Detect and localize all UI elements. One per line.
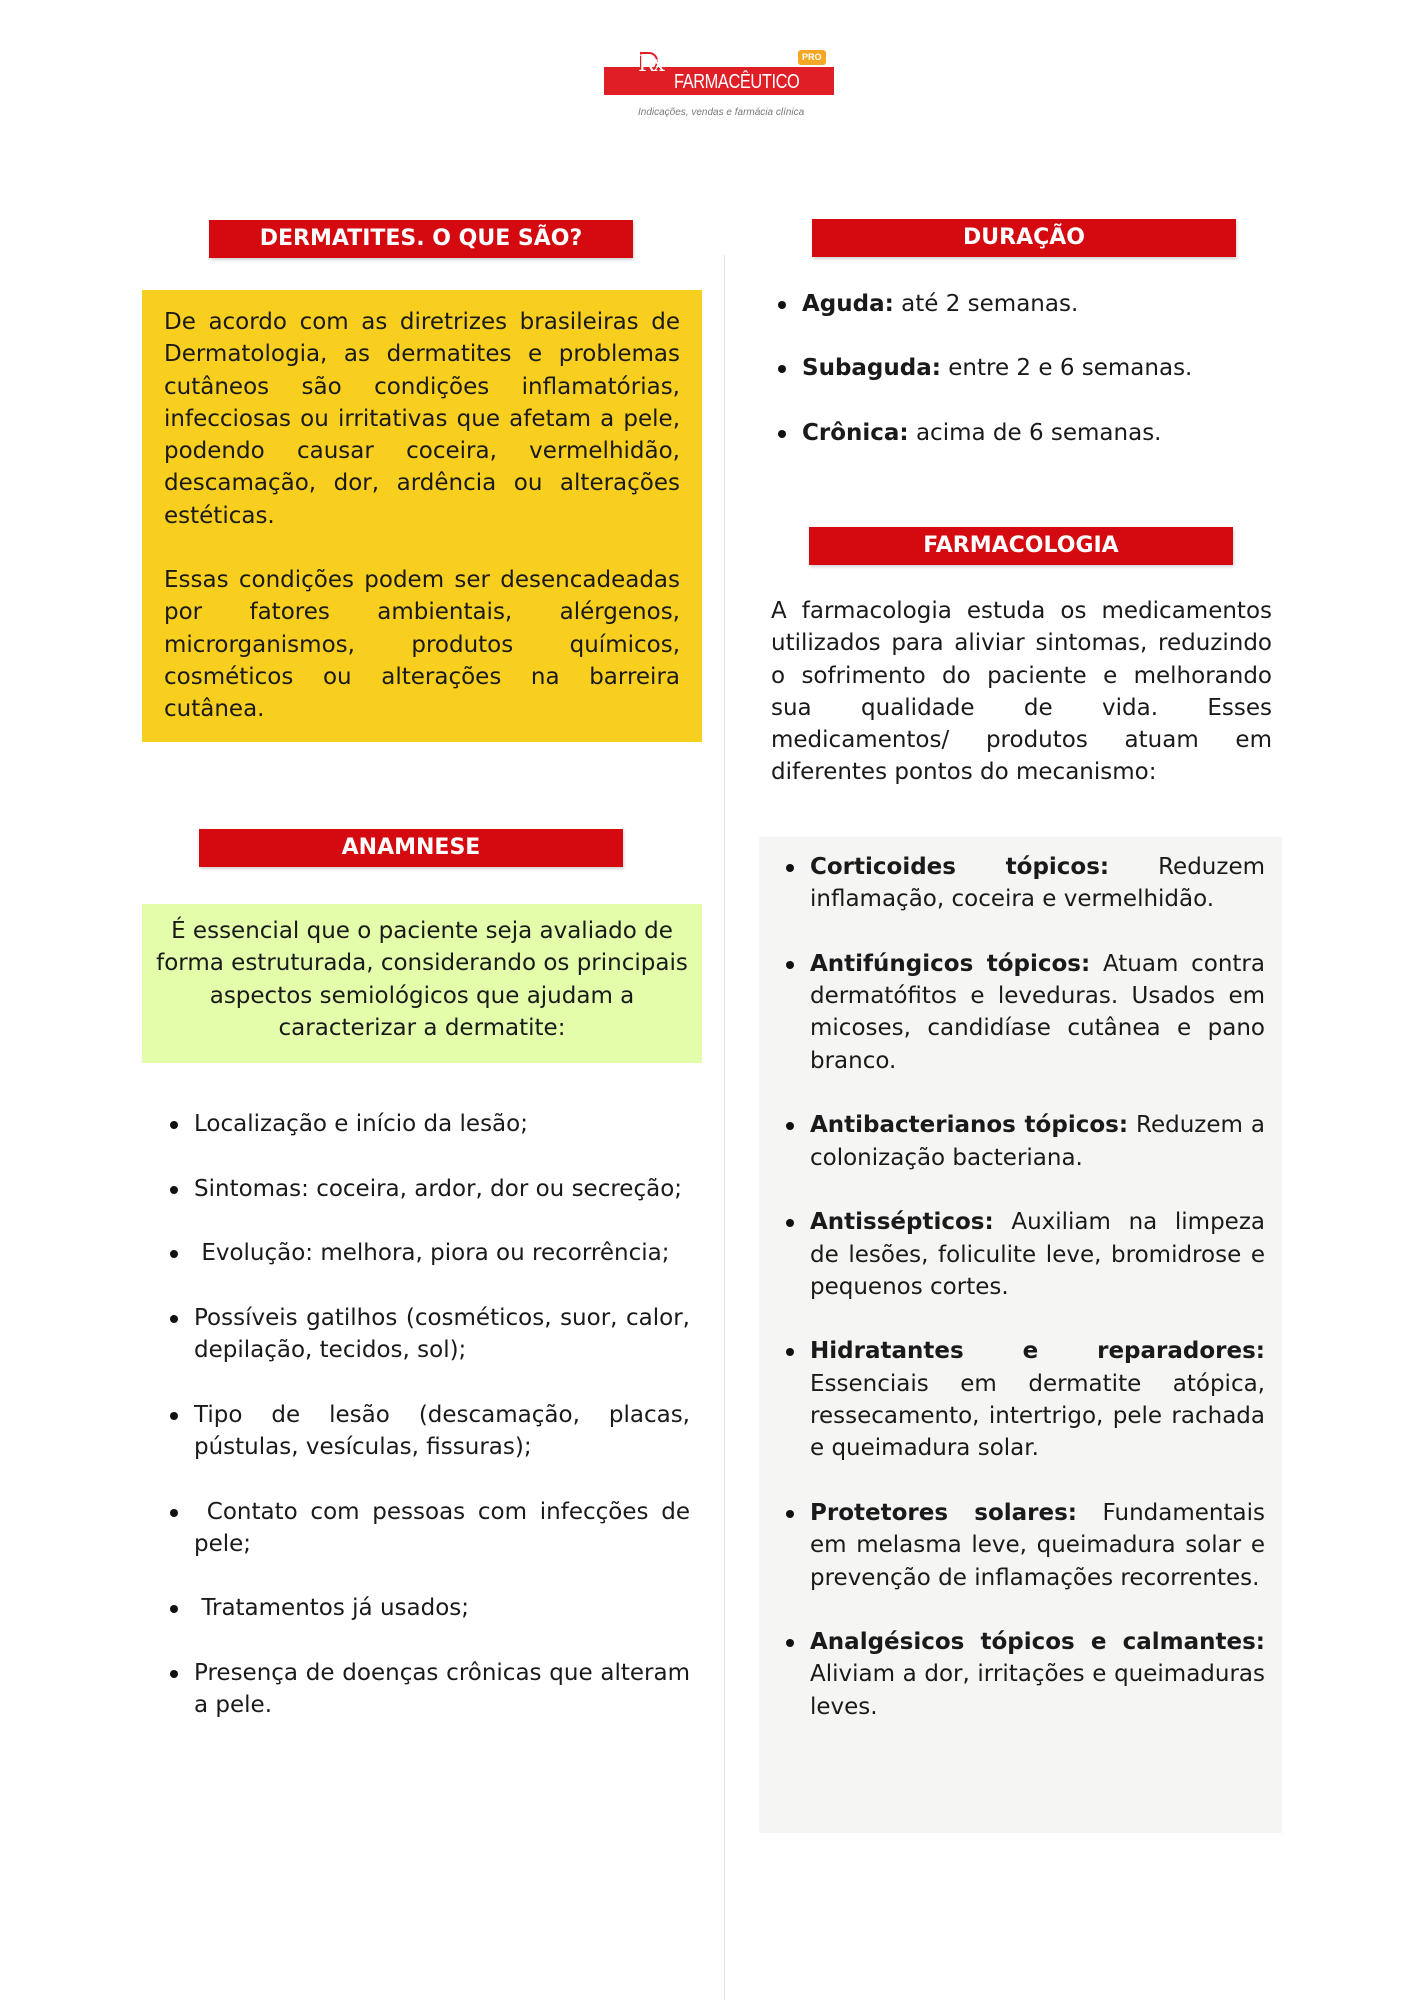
farmaco-term: Hidratantes e reparadores: — [810, 1338, 1265, 1365]
farmaco-description: Atuam contra dermatófitos e leveduras. Usados em micoses, candidíase cutânea e pano branco. — [810, 950, 1273, 1074]
duracao-list-container — [772, 288, 1272, 481]
section-title-anamnese: ANAMNESE — [199, 829, 623, 867]
anamnese-item: Possíveis gatilhos (cosméticos, suor, calor, depilação, tecidos, sol); — [164, 1302, 690, 1367]
duracao-item — [772, 417, 1272, 449]
section-title-dermatites: DERMATITES. O QUE SÃO? — [209, 220, 633, 258]
anamnese-item: Contato com pessoas com infecções de pele; — [164, 1496, 690, 1561]
duracao-description: entre 2 e 6 semanas. — [940, 355, 1193, 382]
farmaco-description: Auxiliam na limpeza de lesões, foliculite leve, bromidrose e pequenos cortes. — [810, 1209, 1273, 1300]
dermatites-paragraph-1: De acordo com as diretrizes brasileiras de Dermatologia, as dermatites e problemas cutâneos são condições inflamatórias, infecciosas ou irritativas que afetam a pele, podendo causar coceira, vermelhidão, descamação, dor, ardência ou alterações estéticas. — [164, 309, 680, 529]
anamnese-item: Sintomas: coceira, ardor, dor ou secreção; — [164, 1173, 690, 1205]
farmacologia-intro — [771, 595, 1272, 789]
logo-rx: Rx — [638, 52, 663, 77]
duracao-item — [772, 352, 1272, 384]
brand-logo — [604, 50, 840, 124]
column-divider — [724, 255, 725, 2000]
anamnese-item: Presença de doenças crônicas que alteram a pele. — [164, 1657, 690, 1722]
farmaco-description: Reduzem a colonização bacteriana. — [810, 1112, 1273, 1171]
farmaco-description: Reduzem inflamação, coceira e vermelhidão. — [810, 854, 1273, 913]
farmaco-item — [780, 851, 1273, 916]
farmacologia-list-box — [759, 837, 1282, 1833]
farmaco-item — [780, 1206, 1273, 1303]
farmaco-item — [780, 1497, 1273, 1594]
duracao-term: Aguda: — [802, 291, 894, 317]
pro-badge: PRO — [798, 50, 826, 65]
farmaco-description: Fundamentais em melasma leve, queimadura solar e prevenção de inflamações recorrentes. — [810, 1499, 1273, 1591]
farmaco-description: Essenciais em dermatite atópica, ressecamento, intertrigo, pele rachada e queimadura solar. — [810, 1338, 1273, 1462]
anamnese-item: Tipo de lesão (descamação, placas, pústulas, vesículas, fissuras); — [164, 1399, 690, 1464]
duracao-description: até 2 semanas. — [893, 291, 1079, 317]
duracao-item — [772, 288, 1272, 320]
anamnese-item: Evolução: melhora, piora ou recorrência; — [164, 1237, 690, 1269]
farmacologia-intro-text: A farmacologia estuda os medicamentos utilizados para aliviar sintomas, reduzindo o sofrimento do paciente e melhorando sua qualidade de vida. Esses medicamentos/ produtos atuam em diferentes pontos do mecanismo: — [771, 598, 1272, 786]
section-title-duracao: DURAÇÃO — [812, 219, 1236, 257]
farmacologia-list — [780, 851, 1273, 1723]
logo-tagline: Indicações, vendas e farmácia clínica — [638, 107, 805, 118]
farmaco-term: Antissépticos: — [810, 1209, 994, 1236]
dermatites-paragraph-2: Essas condições podem ser desencadeadas por fatores ambientais, alérgenos, microrganismos, produtos químicos, cosméticos ou alterações na barreira cutânea. — [164, 567, 680, 723]
farmaco-term: Analgésicos tópicos e calmantes: — [810, 1629, 1265, 1656]
farmaco-item — [780, 948, 1273, 1077]
farmaco-term: Protetores solares: — [810, 1499, 1077, 1526]
farmaco-item — [780, 1626, 1273, 1723]
dermatites-definition-box — [142, 290, 702, 742]
farmaco-item — [780, 1335, 1273, 1464]
section-title-farmacologia: FARMACOLOGIA — [809, 527, 1233, 565]
farmaco-term: Antibacterianos tópicos: — [810, 1112, 1129, 1139]
farmaco-term: Corticoides tópicos: — [810, 854, 1110, 880]
duracao-description: acima de 6 semanas. — [908, 419, 1162, 446]
duracao-term: Subaguda: — [802, 355, 941, 382]
farmaco-item — [780, 1109, 1273, 1174]
anamnese-item: Localização e início da lesão; — [164, 1108, 690, 1140]
duracao-term: Crônica: — [802, 419, 909, 446]
duracao-list — [772, 288, 1272, 449]
anamnese-list — [164, 1108, 698, 1722]
anamnese-intro-text: É essencial que o paciente seja avaliado de forma estruturada, considerando os principais aspectos semiológicos que ajudam a caracterizar a dermatite: — [156, 918, 688, 1041]
farmaco-term: Antifúngicos tópicos: — [810, 950, 1091, 977]
anamnese-list-container — [164, 1108, 698, 1754]
anamnese-intro-box — [142, 904, 702, 1063]
logo-name: FARMACÊUTICO — [674, 71, 800, 93]
farmaco-description: Aliviam a dor, irritações e queimaduras leves. — [810, 1629, 1273, 1720]
anamnese-item: Tratamentos já usados; — [164, 1592, 690, 1624]
